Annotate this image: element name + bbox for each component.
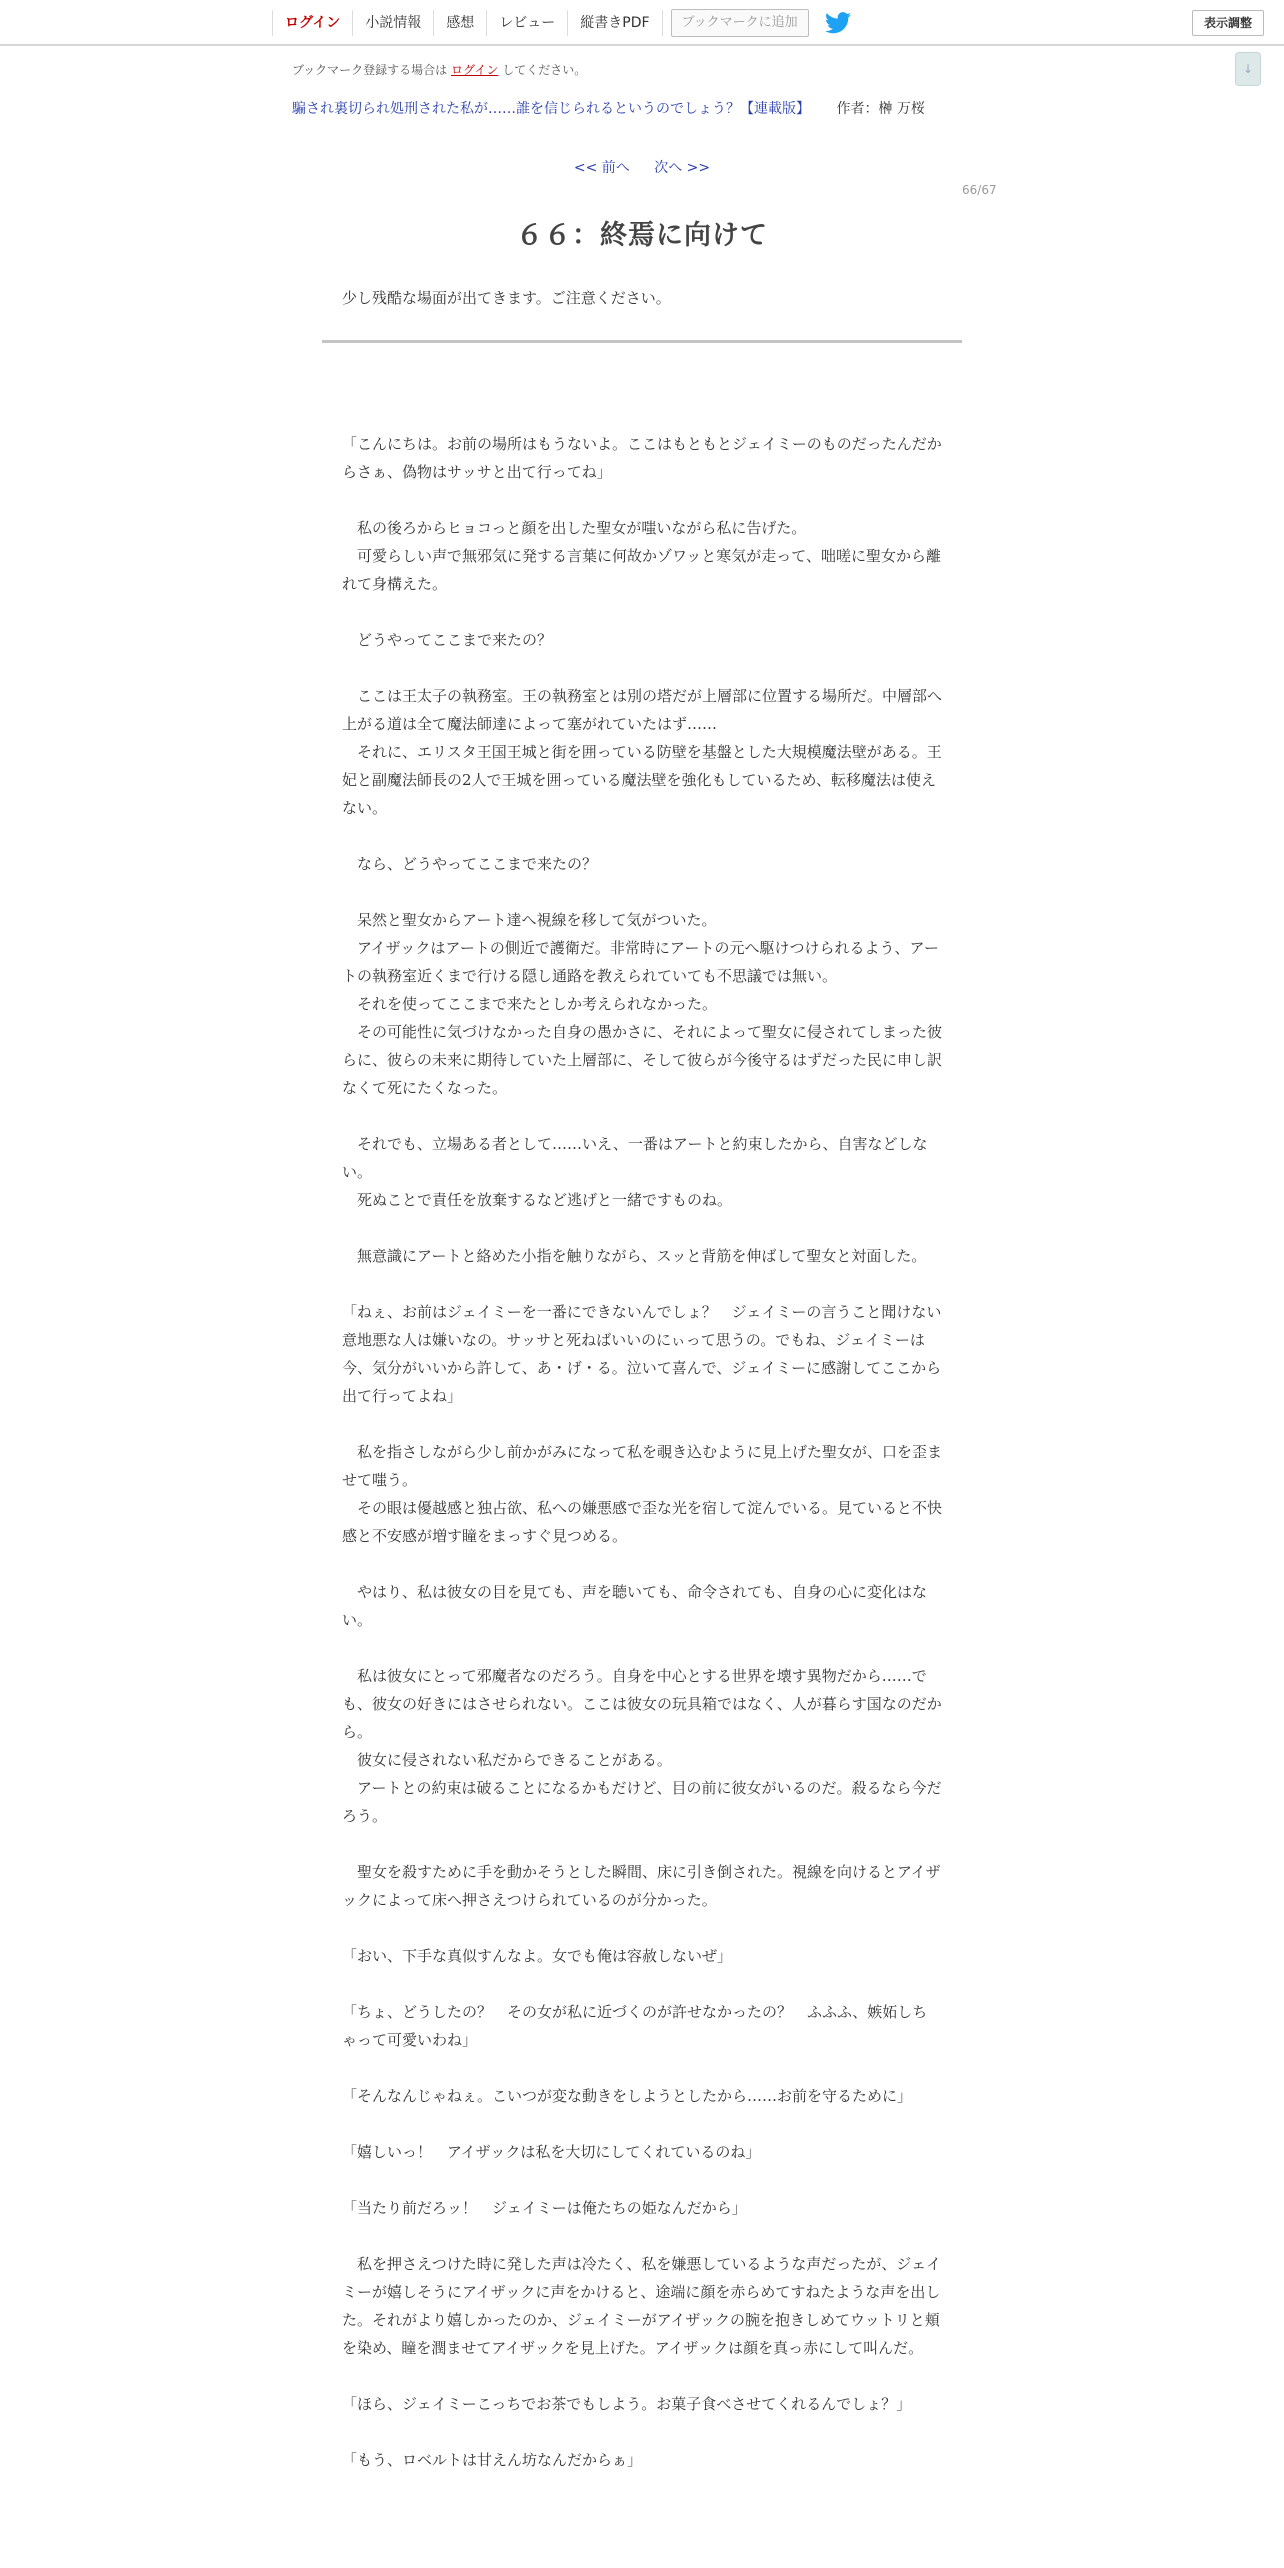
nav-novel-info[interactable]: 小説情報 [352, 10, 433, 36]
body-line [342, 2110, 942, 2138]
twitter-bird-icon [825, 12, 851, 34]
body-line: 「ほら、ジェイミーこっちでお茶でもしよう。お菓子食べさせてくれるんでしょ？」 [342, 2395, 912, 2413]
nav-vertical-pdf[interactable]: 縦書きPDF [567, 10, 662, 36]
body-line [342, 1102, 942, 1130]
body-line [342, 2166, 942, 2194]
nav-review[interactable]: レビュー [486, 10, 567, 36]
prev-chapter-link[interactable]: << 前へ [573, 160, 630, 176]
body-line [342, 402, 942, 430]
body-line [342, 1550, 942, 1578]
body-line: アイザックはアートの側近で護衛だ。非常時にアートの元へ駆けつけられるよう、アートの執務室近くまで行ける隠し通路を教えられていても不思議では無い。 [342, 939, 940, 985]
chapter-pager [0, 157, 1284, 177]
body-line: 私を押さえつけた時に発した声は冷たく、私を嫌悪しているような声だったが、ジェイミーが嬉しそうにアイザックに声をかけると、途端に顔を赤らめてすねたような声を出した。それがより嬉しかったのか、ジェイミーがアイザックの腕を抱きしめてウットリと頬を染め、瞳を潤ませてアイザックを見上げた。アイザックは顔を真っ赤にして叫んだ。 [342, 2255, 942, 2357]
body-line: 私は彼女にとって邪魔者なのだろう。自身を中心とする世界を壊す異物だから……でも、彼女の好きにはさせられない。ここは彼女の玩具箱ではなく、人が暮らす国なのだから。 [342, 1667, 942, 1741]
body-line: 可愛らしい声で無邪気に発する言葉に何故かゾワッと寒気が走って、咄嗟に聖女から離れて身構えた。 [342, 547, 941, 593]
body-line: 私の後ろからヒョコっと顔を出した聖女が嗤いながら私に告げた。 [342, 519, 807, 537]
next-chapter-link[interactable]: 次へ >> [654, 160, 711, 176]
chapter-count: 66/67 [962, 183, 997, 197]
body-line: その可能性に気づけなかった自身の愚かさに、それによって聖女に侵されてしまった彼らに、彼らの未来に期待していた上層部に、そして彼らが今後守るはずだった民に申し訳なくて死にたくなった。 [342, 1023, 943, 1097]
body-line: それを使ってここまで来たとしか考えられなかった。 [342, 995, 718, 1013]
login-link[interactable]: ログイン [451, 63, 499, 77]
body-line: 無意識にアートと絡めた小指を触りながら、スッと背筋を伸ばして聖女と対面した。 [342, 1247, 927, 1265]
novel-title-row [292, 98, 925, 118]
nav-impressions[interactable]: 感想 [433, 10, 486, 36]
body-line: 「おい、下手な真似すんなよ。女でも俺は容赦しないぜ」 [342, 1947, 733, 1965]
body-line [342, 1970, 942, 1998]
body-line: それに、エリスタ王国王城と街を囲っている防壁を基盤とした大規模魔法壁がある。王妃と副魔法師長の2人で王城を囲っている魔法壁を強化もしているため、転移魔法は使えない。 [342, 743, 942, 817]
top-navigation-bar [0, 0, 1284, 46]
body-line [342, 1914, 942, 1942]
body-line: 「当たり前だろッ！ ジェイミーは俺たちの姫なんだから」 [342, 2199, 747, 2217]
twitter-share-button[interactable] [825, 12, 851, 34]
body-line: 「もう、ロベルトは甘えん坊なんだからぁ」 [342, 2451, 643, 2469]
login-note-suffix: してください。 [502, 63, 587, 77]
preface-divider [322, 340, 962, 343]
body-line: 彼女に侵されない私だからできることがある。 [342, 1751, 672, 1769]
display-settings-button[interactable]: 表示調整 [1192, 10, 1264, 36]
body-line: 死ぬことで責任を放棄するなど逃げと一緒ですものね。 [342, 1191, 733, 1209]
body-line: それでも、立場ある者として……いえ、一番はアートと約束したから、自害などしない。 [342, 1135, 928, 1181]
body-line: その眼は優越感と独占欲、私への嫌悪感で歪な光を宿して淀んでいる。見ていると不快感と不安感が増す瞳をまっすぐ見つめる。 [342, 1499, 943, 1545]
login-note-prefix: ブックマーク登録する場合は [292, 63, 448, 77]
add-bookmark-button[interactable]: ブックマークに追加 [671, 9, 809, 37]
body-line: 「ちょ、どうしたの？ その女が私に近づくのが許せなかったの？ ふふふ、嫉妬しちゃって可愛いわね」 [342, 2003, 928, 2049]
body-line: 「こんにちは。お前の場所はもうないよ。ここはもともとジェイミーのものだったんだからさぁ、偽物はサッサと出て行ってね」 [342, 435, 942, 481]
author-label: 作者： [836, 101, 879, 117]
body-line [342, 1830, 942, 1858]
body-line: どうやってここまで来たの？ [342, 631, 553, 649]
chapter-title: ６６：終焉に向けて [516, 220, 768, 251]
body-line [342, 1410, 942, 1438]
author-name: 榊 万桜 [878, 101, 925, 117]
body-line [342, 1214, 942, 1242]
body-line: 聖女を殺すために手を動かそうとした瞬間、床に引き倒された。視線を向けるとアイザックによって床へ押さえつけられているのが分かった。 [342, 1863, 941, 1909]
scroll-down-button[interactable]: ↓ [1235, 52, 1261, 86]
nav-menu [272, 0, 851, 46]
body-line [342, 2054, 942, 2082]
chapter-preface: 少し残酷な場面が出てきます。ご注意ください。 [342, 289, 671, 307]
login-note [292, 61, 586, 78]
body-line [342, 654, 942, 682]
body-line: なら、どうやってここまで来たの？ [342, 855, 598, 873]
body-line [342, 598, 942, 626]
body-line: 呆然と聖女からアート達へ視線を移して気がついた。 [342, 911, 717, 929]
body-line [342, 1634, 942, 1662]
body-line: 「ねぇ、お前はジェイミーを一番にできないんでしょ？ ジェイミーの言うこと聞けない意地悪な人は嫌いなの。サッサと死ねばいいのにぃって思うの。でもね、ジェイミーは今、気分がいいから許して、あ・げ・る。泣いて喜んで、ジェイミーに感謝してここから出て行ってよね」 [342, 1303, 942, 1405]
body-line [342, 2222, 942, 2250]
body-line [342, 822, 942, 850]
novel-body [342, 402, 942, 2474]
body-line: 「嬉しいっ！ アイザックは私を大切にしてくれているのね」 [342, 2143, 761, 2161]
novel-title-link[interactable]: 騙され裏切られ処刑された私が……誰を信じられるというのでしょう？【連載版】 [292, 101, 810, 117]
body-line [342, 2418, 942, 2446]
body-line: やはり、私は彼女の目を見ても、声を聴いても、命令されても、自身の心に変化はない。 [342, 1583, 928, 1629]
body-line: アートとの約束は破ることになるかもだけど、目の前に彼女がいるのだ。殺るなら今だろう。 [342, 1779, 942, 1825]
body-line [342, 2362, 942, 2390]
body-line: ここは王太子の執務室。王の執務室とは別の塔だが上層部に位置する場所だ。中層部へ上がる道は全て魔法師達によって塞がれていたはず…… [342, 687, 943, 733]
body-line [342, 1270, 942, 1298]
nav-login[interactable]: ログイン [272, 10, 352, 36]
body-line: 私を指さしながら少し前かがみになって私を覗き込むように見上げた聖女が、口を歪ませて嗤う。 [342, 1443, 943, 1489]
body-line [342, 486, 942, 514]
body-line [342, 878, 942, 906]
body-line: 「そんなんじゃねぇ。こいつが変な動きをしようとしたから……お前を守るために」 [342, 2087, 913, 2105]
